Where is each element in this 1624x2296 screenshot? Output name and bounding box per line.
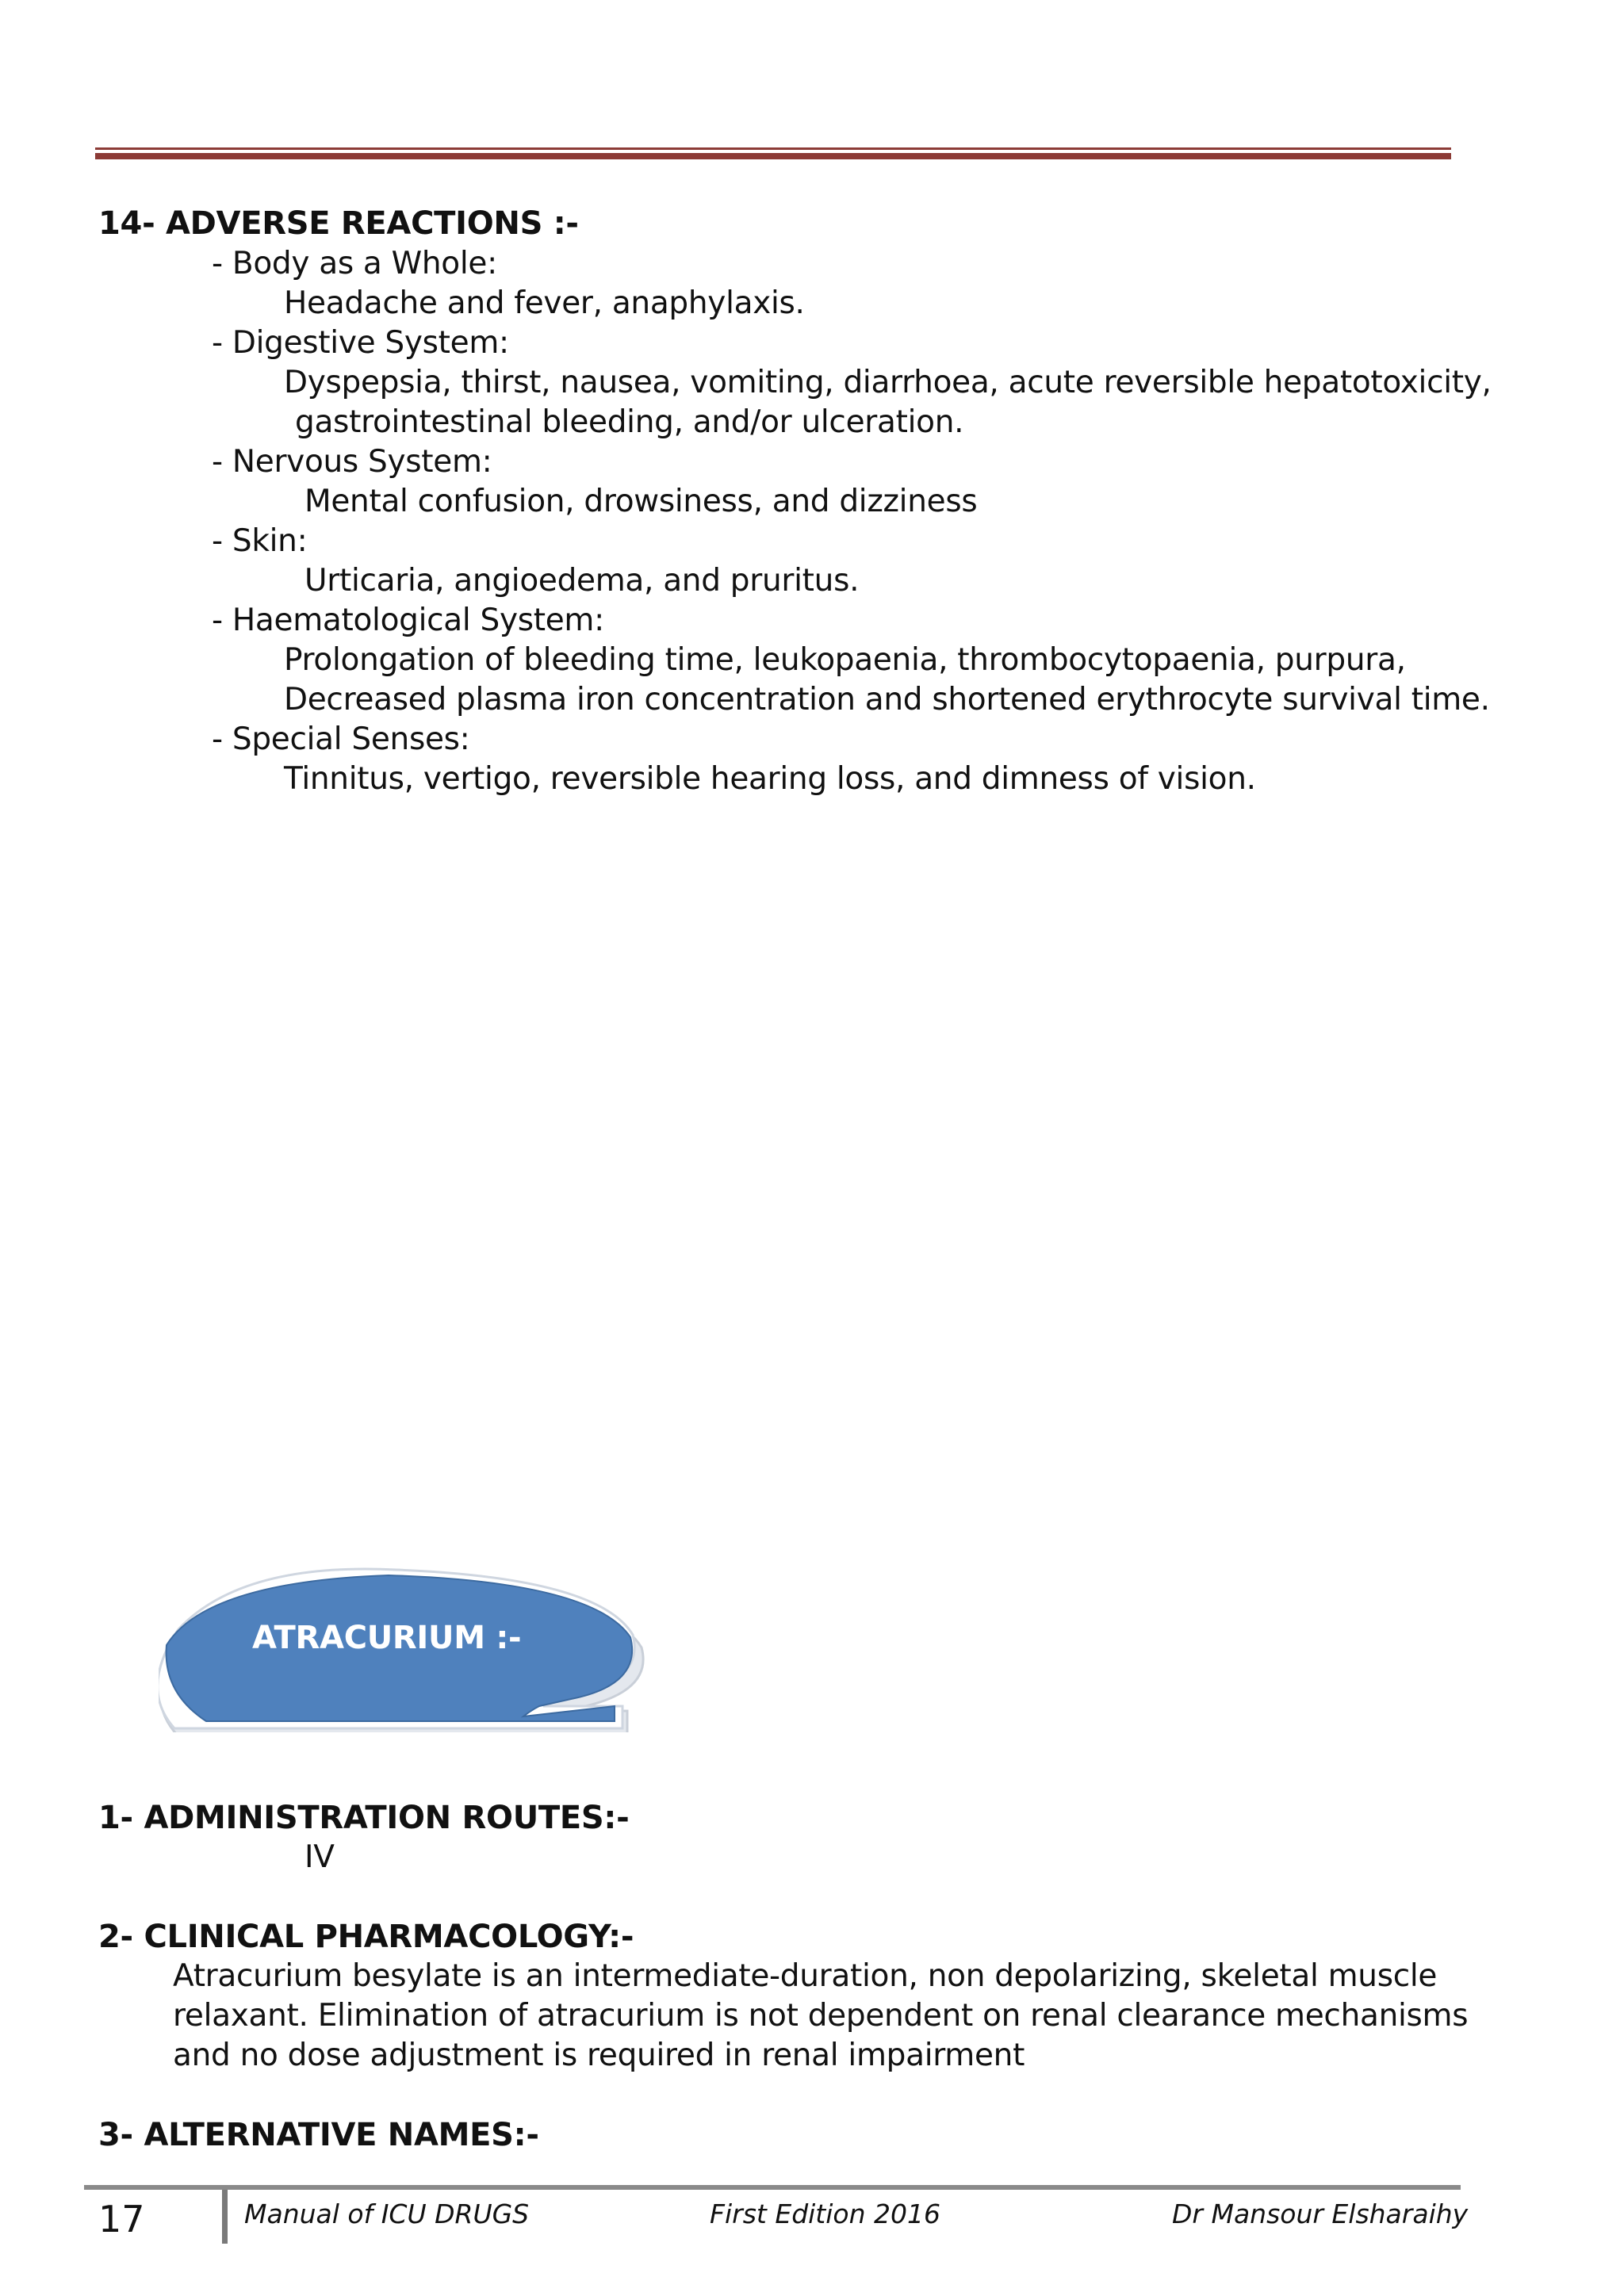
group-text-digestive-1: Dyspepsia, thirst, nausea, vomiting, diarrhoea, acute reversible hepatotoxicity,	[284, 365, 1492, 400]
section-heading-alternative-names: 3- ALTERNATIVE NAMES:-	[98, 2117, 539, 2153]
group-text-haematological-1: Prolongation of bleeding time, leukopaenia, thrombocytopaenia, purpura,	[284, 642, 1406, 678]
group-text-nervous: Mental confusion, drowsiness, and dizziness	[304, 484, 978, 519]
pharmacology-text-1: Atracurium besylate is an intermediate-duration, non depolarizing, skeletal muscle	[173, 1958, 1438, 1994]
group-label-skin: - Skin:	[212, 523, 308, 559]
footer-book-title: Manual of ICU DRUGS	[244, 2198, 530, 2229]
page-number: 17	[98, 2198, 145, 2241]
group-label-special-senses: - Special Senses:	[212, 721, 470, 757]
footer-rule	[84, 2185, 1461, 2190]
group-text-special-senses: Tinnitus, vertigo, reversible hearing loss, and dimness of vision.	[284, 761, 1256, 797]
group-label-body: - Body as a Whole:	[212, 246, 497, 281]
header-rule-thin	[95, 147, 1451, 150]
header-rule	[95, 153, 1451, 159]
drug-callout-title: ATRACURIUM :-	[252, 1620, 522, 1656]
group-label-digestive: - Digestive System:	[212, 325, 509, 361]
footer-divider	[222, 2190, 228, 2244]
section-heading-clinical-pharmacology: 2- CLINICAL PHARMACOLOGY:-	[98, 1919, 634, 1955]
group-text-digestive-2: gastrointestinal bleeding, and/or ulceration.	[295, 404, 964, 440]
group-text-skin: Urticaria, angioedema, and pruritus.	[304, 563, 860, 599]
group-label-haematological: - Haematological System:	[212, 603, 604, 638]
group-label-nervous: - Nervous System:	[212, 444, 492, 480]
pharmacology-text-2: relaxant. Elimination of atracurium is not dependent on renal clearance mechanisms	[173, 1998, 1469, 2034]
footer-author: Dr Mansour Elsharaihy	[1172, 2198, 1469, 2229]
section-heading-administration-routes: 1- ADMINISTRATION ROUTES:-	[98, 1800, 630, 1836]
section-heading-adverse-reactions: 14- ADVERSE REACTIONS :-	[98, 205, 579, 242]
group-text-haematological-2: Decreased plasma iron concentration and shortened erythrocyte survival time.	[284, 682, 1490, 718]
footer-edition: First Edition 2016	[710, 2198, 940, 2229]
group-text-body: Headache and fever, anaphylaxis.	[284, 285, 805, 321]
pharmacology-text-3: and no dose adjustment is required in renal impairment	[173, 2038, 1025, 2073]
administration-route-value: IV	[304, 1839, 335, 1875]
